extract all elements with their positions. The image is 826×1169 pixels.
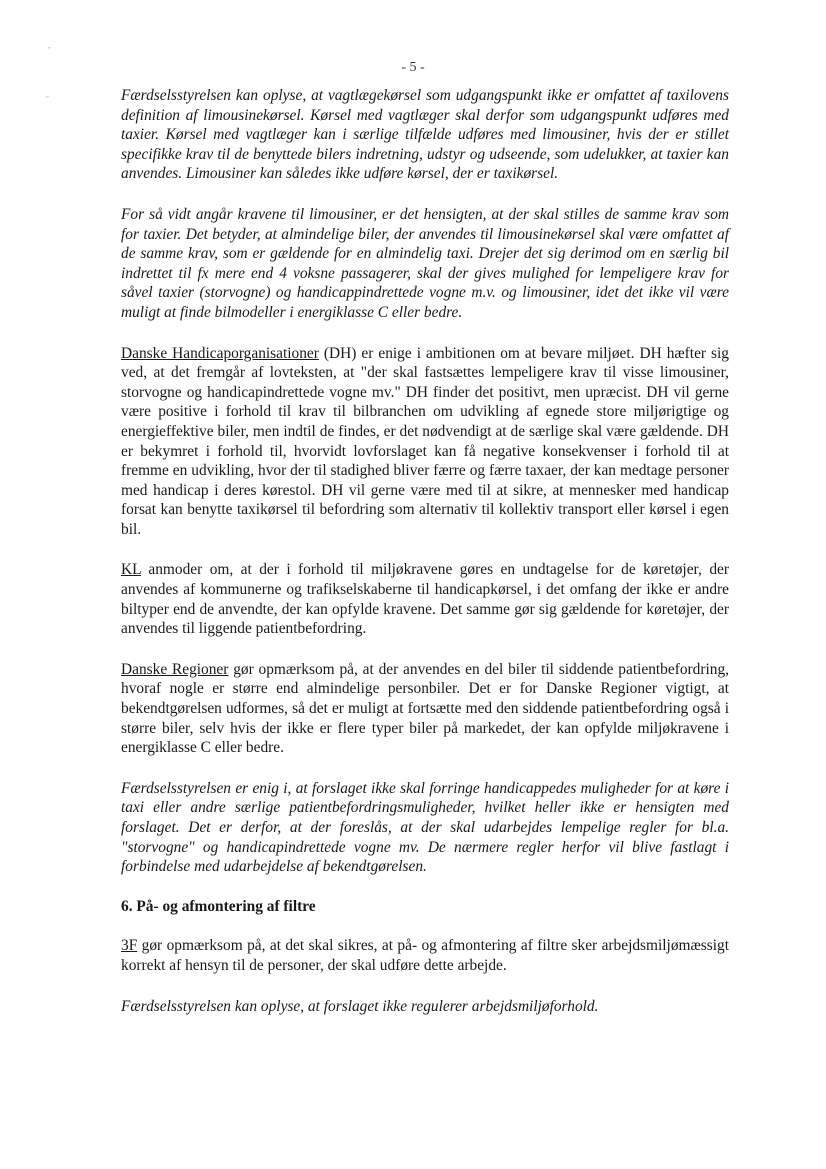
margin-mark-left: ˝ [46, 95, 49, 104]
paragraph-limousine-requirements: For så vidt angår kravene til limousiner, er det hensigten, at der skal stilles de samme krav som for taxier. Det betyder, at almindelige biler, der anvendes til limousinekørsel skal være omfattet af de samme krav, som er gældende for en almindelig taxi. Drejer det sig derimod om en særlig bil indrettet til fx mere end 4 voksne passagerer, skal der gives mulighed for lempeligere krav for såvel taxier (storvogne) og handicappindrettede vogne m.v. og limousiner, idet det ikke vil være muligt at finde bilmodeller i energiklasse C eller bedre. [121, 205, 729, 321]
section-heading-filters: 6. På- og afmontering af filtre [121, 897, 316, 915]
org-name-kl: KL [121, 561, 141, 579]
org-name-3f: 3F [121, 937, 138, 955]
paragraph-arbejdsmiljo: Færdselsstyrelsen kan oplyse, at forslaget ikke regulerer arbejdsmiljøforhold. [121, 997, 599, 1015]
paragraph-3f-text: gør opmærksom på, at det skal sikres, at på- og afmontering af filtre sker arbejdsmiljømæssigt korrekt af hensyn til de personer, der skal udføre dette arbejde. [121, 937, 729, 974]
paragraph-3f [121, 936, 729, 975]
paragraph-vagtlaegekorsel: Færdselsstyrelsen kan oplyse, at vagtlægekørsel som udgangspunkt ikke er omfattet af taxilovens definition af limousinekørsel. Kørsel med vagtlæger skal derfor som udgangspunkt udføres med taxier. Kørsel med vagtlæger kan i særlige tilfælde udføres med limousiner, hvis der er stillet specifikke krav til de benyttede bilers indretning, udstyr og udseende, som udelukker, at taxier kan anvendes. Limousiner kan således ikke udføre kørsel, der er taxikørsel. [121, 87, 729, 183]
page-number: - 5 - [401, 60, 425, 75]
margin-mark-top: ˝ [48, 46, 51, 55]
paragraph-dh-text: (DH) er enige i ambitionen om at bevare miljøet. DH hæfter sig ved, at det fremgår af lovteksten, at "der skal fastsættes lempeligere krav til visse limousiner, storvogne og handicapindrettede vogne mv." DH finder det positivt, men upræcist. DH vil gerne være positive i forhold til krav til bilbranchen om udvikling af egnede store miljørigtige og energieffektive biler, men indtil de findes, er det nødvendigt at de særlige skal være gældende. DH er bekymret i forhold til, hvorvidt lovforslaget kan få negative konsekvenser i forhold til at fremme en udvikling, hvor der til stadighed bliver færre og færre taxaer, der kan medtage personer med handicap i deres kørestol. DH vil gerne være med til at sikre, at mennesker med handicap forsat kan benytte taxikørsel til befordring som alternativ til kollektiv transport eller kørsel i egen bil. [121, 344, 730, 538]
paragraph-danske-regioner-text: gør opmærksom på, at der anvendes en del biler til siddende patientbefordring, hvoraf nogle er større end almindelige personbiler. Det er for Danske Regioner vigtigt, at bekendtgørelsen udformes, så det er muligt at fortsætte med den siddende patientbefordring også i større biler, selv hvis der ikke er flere typer biler på markedet, der kan opfylde miljøkravene i energiklasse C eller bedre. [121, 660, 729, 757]
paragraph-dh [121, 344, 729, 540]
org-name-danske-regioner: Danske Regioner [121, 660, 229, 678]
document-body [121, 86, 729, 1016]
org-name-dh: Danske Handicaporganisationer [121, 344, 319, 362]
paragraph-danske-regioner [121, 660, 729, 758]
paragraph-kl-text: anmoder om, at der i forhold til miljøkravene gøres en undtagelse for de køretøjer, der anvendes af kommunerne og trafikselskaberne til handicapkørsel, i det omfang der ikke er andre biltyper end de anvendte, der kan opfylde kravene. Det samme gør sig gældende for køretøjer, der anvendes til liggende patientbefordring. [121, 561, 729, 638]
paragraph-kl [121, 560, 729, 638]
paragraph-faerdselsstyrelsen-response: Færdselsstyrelsen er enig i, at forslaget ikke skal forringe handicappedes muligheder for at køre i taxi eller andre særlige patientbefordringsmuligheder, hvilket heller ikke er hensigten med forslaget. Det er derfor, at der foreslås, at der skal udarbejdes lempelige regler for bl.a. "storvogne" og handicapindrettede vogne mv. De nærmere regler herfor vil blive fastlagt i forbindelse med udarbejdelse af bekendtgørelsen. [121, 779, 729, 876]
